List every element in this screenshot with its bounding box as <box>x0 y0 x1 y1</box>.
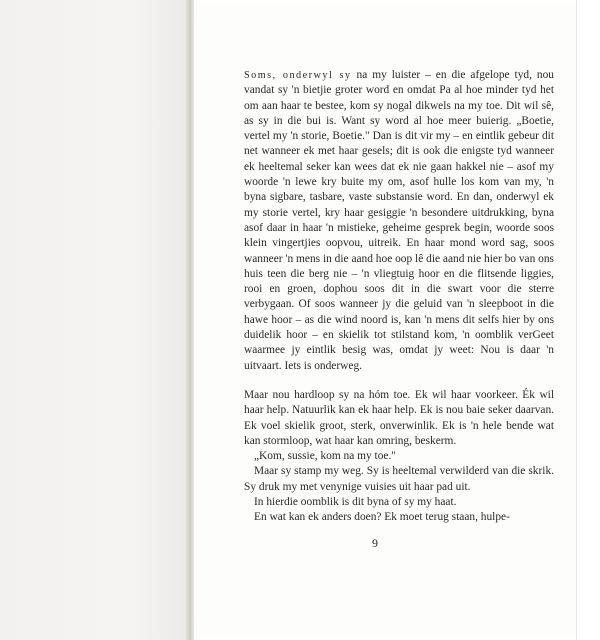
paragraph <box>244 68 554 374</box>
left-page <box>0 0 188 640</box>
paragraph: Maar sy stamp my weg. Sy is heeltemal verwilderd van die skrik. Sy druk my met venynige vuisies uit haar pad uit. <box>244 465 554 493</box>
paragraph: „Kom, sussie, kom na my toe." <box>254 450 396 463</box>
text-body <box>244 68 554 526</box>
paragraph: En wat kan ek anders doen? Ek moet terug staan, hulpe- <box>254 511 510 524</box>
right-page <box>194 4 576 636</box>
paragraph: Maar nou hardloop sy na hóm toe. Ek wil haar voorkeer. Ék wil haar help. Natuurlik kan ek haar help. Ek is nou baie seker daarvan. Ek voel skielik groot, sterk, onverwinlik. Ek is 'n hele bende wat kan stormloop, wat haar kan omring, beskerm. <box>244 388 554 447</box>
book-gutter <box>186 0 194 640</box>
page-edge <box>576 0 600 640</box>
paragraph: In hierdie oomblik is dit byna of sy my haat. <box>254 496 457 509</box>
page-number: 9 <box>372 536 378 550</box>
paragraph-text: na my luister – en die afgelope tyd, nou vandat sy 'n bietjie groter word en omdat Pa al hoe minder tyd het om aan haar te bestee, kom sy nogal dikwels na my toe. Dit wil sê, as sy in die bui is. Want sy word al hoe meer buierig. „Boetie, vertel my 'n storie, Boetie." Dan is dit vir my – en eintlik gebeur dit net wanneer ek met haar gesels; dit is ook die enigste tyd wanneer ek heeltemal seker kan wees dat ek nie gaan hakkel nie – asof my woorde 'n lewe kry buite my om, asof hulle los kom van my, 'n byna sigbare, tasbare, vaste substansie word. En dan, onderwyl ek my storie vertel, kry haar gesiggie 'n besondere uitdrukking, byna asof daar in haar 'n mistieke, geheime gesprek begin, woorde soos klein vingertjies oopvou, uitreik. En haar mond word sag, soos wanneer 'n mens in die aand hoe oop lê die aand nie hier bo van ons huis teen die berg nie – 'n vliegtuig hoor en die flitsende liggies, rooi en groen, dophou soos dit in die swart voor die sterre verbygaan. Of soos wanneer jy die geluid van 'n sleepboot in die hawe hoor – as die wind noord is, kan 'n mens dit selfs hier by ons duidelik hoor – en skielik tot stilstand kom, 'n oomblik verGeet waarmee jy eintlik besig was, omdat jy weet: Nou is daar 'n uitvaart. Iets is onderweg. <box>244 69 554 372</box>
lead-in-small-caps: Soms, onderwyl sy <box>244 70 352 81</box>
